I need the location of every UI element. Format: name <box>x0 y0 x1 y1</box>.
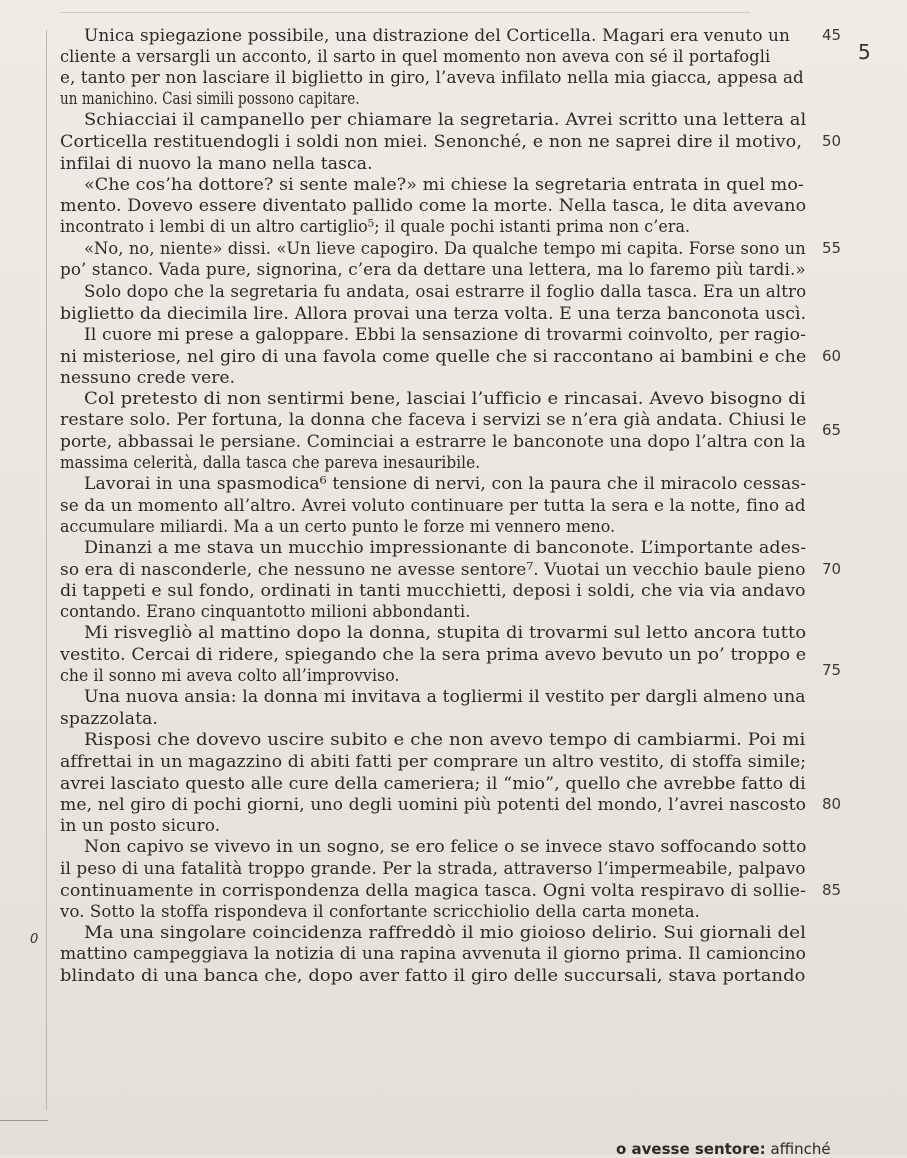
page-gutter-line <box>46 30 47 1110</box>
text-line: Non capivo se vivevo in un sogno, se ero felice o se invece stavo soffocando sotto <box>84 837 807 857</box>
text-line: «No, no, niente» dissi. «Un lieve capogiro. Da qualche tempo mi capita. Forse sono un <box>84 239 806 259</box>
text-line: se da un momento all’altro. Avrei voluto continuare per tutta la sera e la notte, fino ad <box>60 496 806 516</box>
text-line: Risposi che dovevo uscire subito e che non avevo tempo di cambiarmi. Poi mi <box>84 730 806 750</box>
text-line: ni misteriose, nel giro di una favola come quelle che si raccontano ai bambini e che <box>60 347 807 367</box>
page-edge-shadow <box>0 1120 48 1121</box>
text-line: vo. Sotto la stoffa rispondeva il confortante scricchiolio della carta moneta. <box>60 902 700 922</box>
text-line: massima celerità, dalla tasca che pareva inesauribile. <box>60 453 481 473</box>
text-line: spazzolata. <box>60 709 158 729</box>
text-line: incontrato i lembi di un altro cartiglio⁵; il quale pochi istanti prima non c’era. <box>60 217 691 237</box>
text-line: Corticella restituendogli i soldi non miei. Senonché, e non ne saprei dire il motivo, <box>60 132 802 152</box>
text-line: Una nuova ansia: la donna mi invitava a togliermi il vestito per dargli almeno una <box>84 687 806 707</box>
text-line: continuamente in corrispondenza della magica tasca. Ogni volta respiravo di sollie- <box>60 881 807 901</box>
text-line: Ma una singolare coincidenza raffreddò il mio gioioso delirio. Sui giornali del <box>84 923 807 943</box>
page-top-edge <box>60 12 750 13</box>
text-line: Unica spiegazione possibile, una distrazione del Corticella. Magari era venuto un <box>84 26 791 46</box>
text-line: un manichino. Casi simili possono capitare. <box>60 89 360 109</box>
text-line: vestito. Cercai di ridere, spiegando che la sera prima avevo bevuto un po’ troppo e <box>60 645 807 665</box>
text-line: contando. Erano cinquantotto milioni abbondanti. <box>60 602 471 622</box>
line-number: 45 <box>822 26 842 44</box>
text-line: Il cuore mi prese a galoppare. Ebbi la sensazione di trovarmi coinvolto, per ragio- <box>84 325 806 345</box>
text-line: che il sonno mi aveva colto all’improvviso. <box>60 666 400 686</box>
text-line: mattino campeggiava la notizia di una rapina avvenuta il giorno prima. Il camioncino <box>60 944 807 964</box>
text-line: restare solo. Per fortuna, la donna che faceva i servizi se n’era già andata. Chiusi le <box>60 410 807 430</box>
text-line: Solo dopo che la segretaria fu andata, osai estrarre il foglio dalla tasca. Era un altro <box>84 282 807 302</box>
line-number: 85 <box>822 881 842 899</box>
line-number: 65 <box>822 421 842 439</box>
text-line: avrei lasciato questo alle cure della cameriera; il “mio”, quello che avrebbe fatto di <box>60 774 806 794</box>
line-number: 55 <box>822 239 842 257</box>
text-line: infilai di nuovo la mano nella tasca. <box>60 154 373 174</box>
text-line: «Che cos’ha dottore? si sente male?» mi chiese la segretaria entrata in quel mo- <box>84 175 804 195</box>
text-line: cliente a versargli un acconto, il sarto in quel momento non aveva con sé il portafogli <box>60 47 771 67</box>
line-number: 50 <box>822 132 842 150</box>
line-number: 70 <box>822 560 842 578</box>
text-line: Schiacciai il campanello per chiamare la segretaria. Avrei scritto una lettera al <box>84 110 807 130</box>
text-line: Dinanzi a me stava un mucchio impressionante di banconote. L’importante ades- <box>84 538 807 558</box>
line-number: 80 <box>822 795 842 813</box>
handwritten-mark-0: 0 <box>30 932 39 947</box>
text-line: biglietto da diecimila lire. Allora provai una terza volta. E una terza banconota uscì. <box>60 304 807 324</box>
line-number: 75 <box>822 661 842 679</box>
text-line: po’ stanco. Vada pure, signorina, c’era da dettare una lettera, ma lo faremo più tardi.» <box>60 260 806 280</box>
text-line: affrettai in un magazzino di abiti fatti per comprare un altro vestito, di stoffa simile; <box>60 752 807 772</box>
text-line: nessuno crede vere. <box>60 368 236 388</box>
text-line: il peso di una fatalità troppo grande. Per la strada, attraverso l’impermeabile, palpavo <box>60 859 806 879</box>
handwritten-mark-5: 5 <box>858 40 871 64</box>
line-number: 60 <box>822 347 842 365</box>
footnote <box>616 1140 831 1158</box>
text-line: mento. Dovevo essere diventato pallido come la morte. Nella tasca, le dita avevano <box>60 196 807 216</box>
text-line: accumulare miliardi. Ma a un certo punto le forze mi vennero meno. <box>60 517 616 537</box>
text-line: in un posto sicuro. <box>60 816 221 836</box>
footnote-term: o avesse sentore: <box>616 1140 766 1158</box>
text-line: Col pretesto di non sentirmi bene, lasciai l’ufficio e rincasai. Avevo bisogno di <box>84 389 806 409</box>
footnote-definition: affinché <box>770 1140 831 1158</box>
text-line: e, tanto per non lasciare il biglietto in giro, l’aveva infilato nella mia giacca, appesa ad <box>60 68 804 88</box>
text-line: di tappeti e sul fondo, ordinati in tanti mucchietti, deposi i soldi, che via via andavo <box>60 581 806 601</box>
text-line: Lavorai in una spasmodica⁶ tensione di nervi, con la paura che il miracolo cessas- <box>84 474 807 494</box>
text-line: so era di nasconderle, che nessuno ne avesse sentore⁷. Vuotai un vecchio baule pieno <box>60 560 806 580</box>
text-line: Mi risvegliò al mattino dopo la donna, stupita di trovarmi sul letto ancora tutto <box>84 623 807 643</box>
text-line: blindato di una banca che, dopo aver fatto il giro delle succursali, stava portando <box>60 966 806 986</box>
text-line: porte, abbassai le persiane. Cominciai a estrarre le banconote una dopo l’altra con la <box>60 432 806 452</box>
text-line: me, nel giro di pochi giorni, uno degli uomini più potenti del mondo, l’avrei nascosto <box>60 795 807 815</box>
